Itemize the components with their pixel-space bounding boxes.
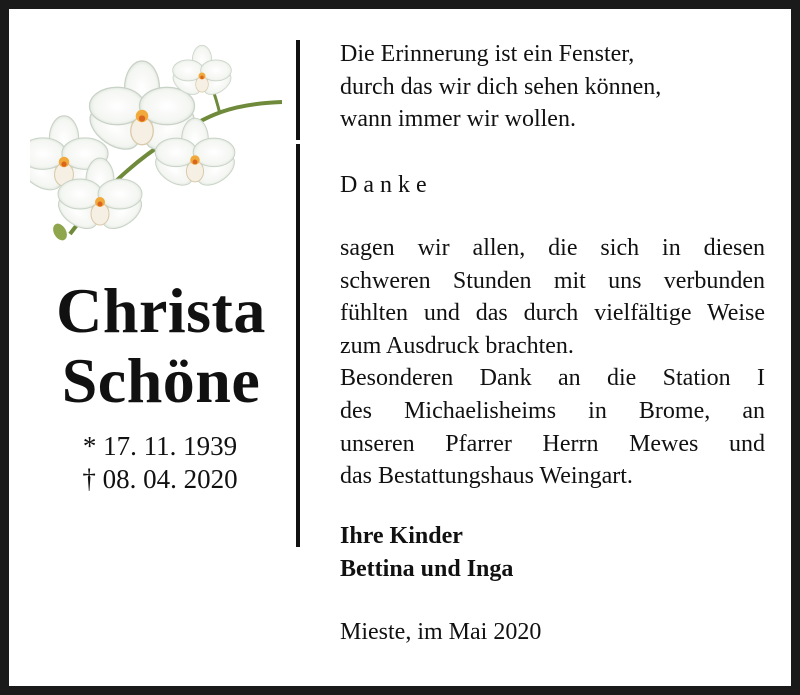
birth-date: * 17. 11. 1939 (82, 431, 238, 461)
place-and-date: Mieste, im Mai 2020 (340, 619, 542, 645)
body-line: das Bestattungshaus Weingart. (340, 463, 633, 490)
deceased-first-name: Christa (56, 275, 266, 346)
body-line: des Michaelisheims in Brome, an (340, 397, 765, 424)
signature-line: Ihre Kinder (340, 523, 463, 549)
quote-line: durch das wir dich sehen können, (340, 73, 662, 100)
quote-line: Die Erinnerung ist ein Fenster, (340, 41, 635, 67)
death-date: † 08. 04. 2020 (82, 464, 238, 494)
body-line: fühlten und das durch vielfältige Weise (340, 300, 765, 327)
memorial-quote (340, 38, 765, 136)
thanks-text (340, 232, 765, 493)
divider-line-top (296, 40, 300, 140)
body-line: unseren Pfarrer Herrn Mewes und (340, 430, 765, 457)
body-line: sagen wir allen, die sich in diesen (340, 235, 765, 261)
body-line: zum Ausdruck brachten. (340, 332, 574, 359)
body-line: schweren Stunden mit uns verbunden (340, 267, 765, 294)
signature (340, 520, 765, 585)
divider-line (296, 144, 300, 547)
white-orchid-icon (30, 34, 285, 249)
body-line: Besonderen Dank an die Station I (340, 365, 765, 392)
thanks-heading: Danke (340, 172, 433, 198)
signature-line: Bettina und Inga (340, 555, 514, 582)
deceased-last-name: Schöne (61, 345, 261, 416)
quote-line: wann immer wir wollen. (340, 106, 576, 133)
